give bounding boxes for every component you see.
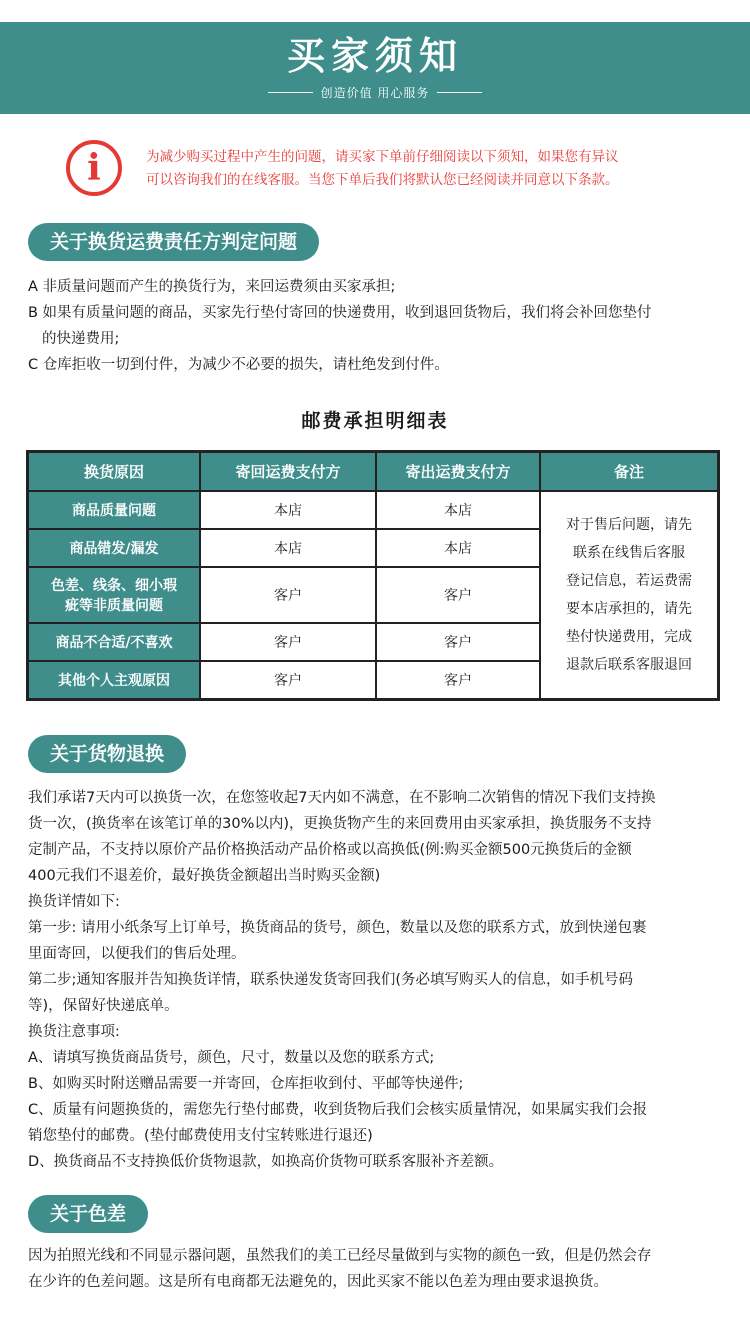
note-line: 要本店承担的，请先: [566, 601, 692, 617]
paragraph-line: C、质量有问题换货的，需您先行垫付邮费，收到货物后我们会核实质量情况，如果属实我们会报: [28, 1102, 648, 1118]
section3-body: [28, 1243, 728, 1295]
paragraph-line: 换货注意事项:: [28, 1024, 120, 1040]
send-fee-cell: 本店: [376, 491, 540, 529]
return-fee-cell: 本店: [200, 529, 376, 567]
paragraph-line: C 仓库拒收一切到付件，为减少不必要的损失，请杜绝发到付件。: [28, 357, 449, 373]
notice-line: 可以咨询我们的在线客服。当您下单后我们将默认您已经阅读并同意以下条款。: [146, 172, 619, 188]
paragraph-line: 400元我们不退差价，最好换货金额超出当时购买金额): [28, 868, 381, 884]
note-line: 联系在线售后客服: [573, 545, 685, 561]
paragraph-line: B、如购买时附送赠品需要一并寄回，仓库拒收到付、平邮等快递件;: [28, 1076, 464, 1092]
paragraph-line: 定制产品，不支持以原价产品价格换活动产品价格或以高换低(例:购买金额500元换货后的金额: [28, 842, 632, 858]
paragraph-line: 因为拍照光线和不同显示器问题，虽然我们的美工已经尽量做到与实物的颜色一致，但是仍然会存: [28, 1248, 652, 1264]
table-header-row: [28, 452, 718, 491]
paragraph-line: A 非质量问题而产生的换货行为，来回运费须由买家承担;: [28, 279, 396, 295]
notice-text: [146, 146, 706, 192]
page-header: [0, 22, 750, 114]
paragraph-line: 的快递费用;: [42, 331, 120, 347]
return-fee-cell: 客户: [200, 661, 376, 699]
paragraph-line: A、请填写换货商品货号，颜色，尺寸，数量以及您的联系方式;: [28, 1050, 435, 1066]
send-fee-cell: 客户: [376, 567, 540, 623]
section-title-returns: 关于货物退换: [28, 735, 186, 773]
column-header: 备注: [540, 452, 718, 491]
cause-cell: 商品不合适/不喜欢: [28, 623, 200, 661]
shipping-fee-table: [26, 450, 720, 701]
section1-body: [28, 274, 728, 378]
return-fee-cell: 客户: [200, 567, 376, 623]
subtitle-text: 创造价值 用心服务: [320, 86, 430, 100]
paragraph-line: 我们承诺7天内可以换货一次，在您签收起7天内如不满意，在不影响二次销售的情况下我们支持换: [28, 790, 656, 806]
note-line: 登记信息，若运费需: [566, 573, 692, 589]
paragraph-line: 销您垫付的邮费。(垫付邮费使用支付宝转账进行退还): [28, 1128, 373, 1144]
cause-cell: 商品错发/漏发: [28, 529, 200, 567]
paragraph-line: 里面寄回，以便我们的售后处理。: [28, 946, 246, 962]
section-title-shipping-responsibility: 关于换货运费责任方判定问题: [28, 223, 319, 261]
table-title: 邮费承担明细表: [301, 410, 449, 432]
section-title-color-difference: 关于色差: [28, 1195, 148, 1233]
paragraph-line: 在少许的色差问题。这是所有电商都无法避免的，因此买家不能以色差为理由要求退换货。: [28, 1274, 608, 1290]
cause-line: 疵等非质量问题: [65, 598, 163, 614]
paragraph-line: 换货详情如下:: [28, 894, 120, 910]
return-fee-cell: 本店: [200, 491, 376, 529]
return-fee-cell: 客户: [200, 623, 376, 661]
send-fee-cell: 本店: [376, 529, 540, 567]
paragraph-line: B 如果有质量问题的商品，买家先行垫付寄回的快递费用，收到退回货物后，我们将会补回您垫付: [28, 305, 652, 321]
paragraph-line: 等)，保留好快递底单。: [28, 998, 179, 1014]
paragraph-line: 第一步: 请用小纸条写上订单号，换货商品的货号，颜色，数量以及您的联系方式，放到快递包裹: [28, 920, 647, 936]
page-subtitle: [0, 84, 750, 101]
info-icon: i: [66, 140, 122, 196]
divider-right: [437, 92, 482, 93]
cause-cell: 商品质量问题: [28, 491, 200, 529]
note-line: 垫付快递费用，完成: [566, 629, 692, 645]
send-fee-cell: 客户: [376, 661, 540, 699]
send-fee-cell: 客户: [376, 623, 540, 661]
paragraph-line: 货一次，(换货率在该笔订单的30%以内)，更换货物产生的来回费用由买家承担，换货服务不支持: [28, 816, 652, 832]
page-title: 买家须知: [286, 34, 463, 78]
notice-line: 为减少购买过程中产生的问题，请买家下单前仔细阅读以下须知，如果您有异议: [146, 149, 619, 165]
cause-cell: 其他个人主观原因: [28, 661, 200, 699]
cause-line: 色差、线条、细小瑕: [51, 578, 177, 594]
note-line: 对于售后问题，请先: [566, 517, 692, 533]
section2-body: [28, 785, 728, 1175]
table-row: [28, 491, 718, 529]
column-header: 寄回运费支付方: [200, 452, 376, 491]
note-cell: [540, 491, 718, 699]
divider-left: [268, 92, 313, 93]
paragraph-line: D、换货商品不支持换低价货物退款，如换高价货物可联系客服补齐差额。: [28, 1154, 504, 1170]
note-line: 退款后联系客服退回: [566, 657, 692, 673]
column-header: 寄出运费支付方: [376, 452, 540, 491]
paragraph-line: 第二步;通知客服并告知换货详情，联系快递发货寄回我们(务必填写购买人的信息，如手机号码: [28, 972, 634, 988]
column-header: 换货原因: [28, 452, 200, 491]
cause-cell: [28, 567, 200, 623]
